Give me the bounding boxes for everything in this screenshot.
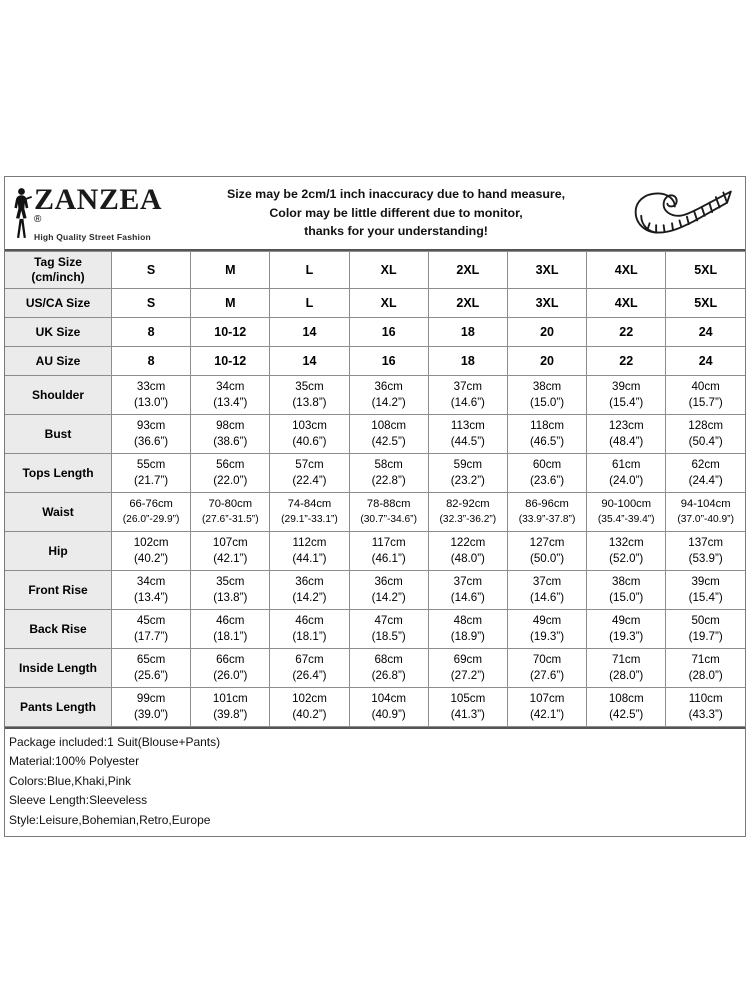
measurement-cm: 113cm bbox=[450, 418, 485, 432]
measurement-cell bbox=[507, 532, 586, 571]
measurement-cm: 78-88cm bbox=[366, 497, 411, 510]
row-label-inside-length: Inside Length bbox=[5, 649, 112, 688]
measurement-cell bbox=[666, 649, 745, 688]
measurement-cm: 105cm bbox=[450, 691, 486, 705]
size-cell: 18 bbox=[428, 318, 507, 347]
measurement-cm: 49cm bbox=[612, 613, 641, 627]
product-detail-line: Colors:Blue,Khaki,Pink bbox=[9, 773, 132, 788]
measurement-cell bbox=[349, 376, 428, 415]
measurement-inch: (25.6”) bbox=[134, 669, 169, 682]
measurement-inch: (28.0”) bbox=[609, 669, 644, 682]
measurement-cm: 59cm bbox=[453, 457, 483, 471]
measurement-cm: 103cm bbox=[292, 418, 327, 432]
measurement-cell bbox=[191, 649, 270, 688]
measurement-inch: (33.9”-37.8”) bbox=[518, 513, 576, 525]
measurement-cell bbox=[112, 571, 191, 610]
measurement-inch: (52.0”) bbox=[609, 552, 644, 565]
measurement-cell bbox=[112, 532, 191, 571]
measurement-cm: 48cm bbox=[453, 613, 483, 627]
table-row bbox=[5, 532, 745, 571]
measurement-inch: (27.6”-31.5”) bbox=[201, 513, 259, 525]
measurement-cm: 108cm bbox=[371, 418, 407, 432]
size-cell: S bbox=[112, 252, 191, 289]
product-details bbox=[5, 727, 745, 836]
row-label-back-rise: Back Rise bbox=[5, 610, 112, 649]
size-cell: L bbox=[270, 252, 349, 289]
measurement-cm: 71cm bbox=[612, 652, 641, 666]
measurement-cm: 37cm bbox=[532, 574, 562, 588]
registered-mark: ® bbox=[34, 213, 42, 225]
measurement-inch: (37.0”-40.9”) bbox=[677, 513, 734, 525]
measurement-cm: 34cm bbox=[136, 574, 166, 588]
measurement-cell bbox=[428, 688, 507, 727]
measurement-cell bbox=[270, 571, 349, 610]
measurement-cm: 101cm bbox=[212, 691, 248, 705]
measurement-inch: (30.7”-34.6”) bbox=[360, 513, 417, 525]
measurement-cell bbox=[666, 532, 745, 571]
measurement-inch: (32.3”-36.2”) bbox=[439, 513, 497, 525]
size-cell: 2XL bbox=[428, 289, 507, 318]
measurement-cell bbox=[270, 376, 349, 415]
measurement-inch: (35.4”-39.4”) bbox=[597, 513, 655, 525]
row-label-tag-size bbox=[5, 252, 112, 289]
measurement-cell bbox=[666, 493, 745, 532]
measurement-cm: 104cm bbox=[371, 691, 407, 705]
measurement-inch: (18.5”) bbox=[371, 630, 406, 643]
measurement-inch: (40.6”) bbox=[292, 435, 327, 448]
measurement-cm: 62cm bbox=[691, 457, 720, 471]
size-cell: 10-12 bbox=[191, 347, 270, 376]
row-label-pants-length: Pants Length bbox=[5, 688, 112, 727]
measurement-cell bbox=[349, 649, 428, 688]
measurement-cell bbox=[112, 415, 191, 454]
measurement-cm: 57cm bbox=[295, 457, 324, 471]
measurement-cell bbox=[507, 688, 586, 727]
size-cell: 2XL bbox=[428, 252, 507, 289]
measurement-cm: 102cm bbox=[133, 535, 169, 549]
measurement-cell bbox=[666, 376, 745, 415]
brand-logo bbox=[5, 182, 165, 242]
measurement-inch: (50.0”) bbox=[529, 552, 565, 565]
measurement-cm: 36cm bbox=[374, 574, 403, 588]
measurement-cell bbox=[587, 571, 666, 610]
row-label-uk-size: UK Size bbox=[5, 318, 112, 347]
measurement-cell bbox=[270, 649, 349, 688]
measurement-inch: (53.9”) bbox=[688, 552, 723, 565]
measurement-inch: (15.4”) bbox=[688, 591, 723, 604]
measurement-cell bbox=[666, 571, 745, 610]
measurement-inch: (18.9”) bbox=[450, 630, 485, 643]
size-cell: 4XL bbox=[587, 252, 666, 289]
measurement-inch: (44.5”) bbox=[450, 435, 485, 448]
measurement-inch: (13.8”) bbox=[213, 591, 248, 604]
measurement-cell bbox=[270, 610, 349, 649]
measurement-inch: (40.9”) bbox=[371, 708, 406, 721]
tape-measure-icon bbox=[627, 184, 745, 242]
measurement-cell bbox=[428, 571, 507, 610]
size-cell: 22 bbox=[587, 318, 666, 347]
size-chart-container bbox=[4, 176, 746, 837]
measurement-cm: 55cm bbox=[136, 457, 166, 471]
measurement-cm: 58cm bbox=[374, 457, 403, 471]
table-row bbox=[5, 347, 745, 376]
measurement-cell bbox=[587, 376, 666, 415]
size-cell: 8 bbox=[112, 347, 191, 376]
size-cell: 16 bbox=[349, 318, 428, 347]
measurement-inch: (27.6”) bbox=[529, 669, 565, 682]
measurement-cell bbox=[270, 454, 349, 493]
size-cell: 3XL bbox=[507, 252, 586, 289]
measurement-cell bbox=[666, 688, 745, 727]
measurement-cm: 118cm bbox=[530, 418, 564, 432]
chart-header-banner bbox=[5, 177, 745, 251]
size-cell: M bbox=[191, 289, 270, 318]
measurement-cell bbox=[349, 610, 428, 649]
measurement-cm: 90-100cm bbox=[601, 497, 652, 510]
measurement-cell bbox=[507, 571, 586, 610]
measurement-cm: 36cm bbox=[295, 574, 324, 588]
measurement-inch: (42.5”) bbox=[371, 435, 406, 448]
measurement-cell bbox=[112, 688, 191, 727]
measurement-cell bbox=[666, 454, 745, 493]
measurement-cell bbox=[349, 688, 428, 727]
measurement-cm: 38cm bbox=[532, 379, 562, 393]
measurement-inch: (27.2”) bbox=[450, 669, 485, 682]
brand-name: ZANZEA bbox=[34, 182, 163, 216]
measurement-notice bbox=[165, 185, 627, 242]
measurement-inch: (14.2”) bbox=[371, 591, 406, 604]
measurement-cm: 86-96cm bbox=[525, 497, 569, 510]
measurement-cm: 70-80cm bbox=[208, 497, 253, 510]
measurement-cm: 127cm bbox=[529, 535, 565, 549]
measurement-cm: 35cm bbox=[216, 574, 245, 588]
measurement-inch: (19.7”) bbox=[688, 630, 723, 643]
measurement-cell bbox=[587, 610, 666, 649]
measurement-cm: 99cm bbox=[136, 691, 166, 705]
measurement-inch: (39.0”) bbox=[134, 708, 169, 721]
measurement-cm: 68cm bbox=[374, 652, 403, 666]
size-cell: 8 bbox=[112, 318, 191, 347]
measurement-cm: 137cm bbox=[688, 535, 724, 549]
measurement-cm: 56cm bbox=[216, 457, 245, 471]
table-row bbox=[5, 376, 745, 415]
measurement-inch: (14.6”) bbox=[450, 396, 485, 409]
measurement-cm: 82-92cm bbox=[446, 497, 490, 510]
measurement-inch: (46.5”) bbox=[529, 435, 565, 448]
measurement-inch: (23.2”) bbox=[450, 474, 485, 487]
measurement-cm: 122cm bbox=[450, 535, 486, 549]
measurement-inch: (15.7”) bbox=[688, 396, 723, 409]
size-table-body bbox=[5, 252, 745, 727]
row-label-shoulder: Shoulder bbox=[5, 376, 112, 415]
measurement-cell bbox=[507, 454, 586, 493]
measurement-cm: 65cm bbox=[136, 652, 166, 666]
measurement-cm: 107cm bbox=[212, 535, 248, 549]
measurement-cell bbox=[587, 649, 666, 688]
row-label-front-rise: Front Rise bbox=[5, 571, 112, 610]
measurement-inch: (19.3”) bbox=[609, 630, 644, 643]
measurement-inch: (43.3”) bbox=[688, 708, 723, 721]
measurement-cell bbox=[349, 532, 428, 571]
measurement-inch: (13.4”) bbox=[213, 396, 248, 409]
size-cell: 20 bbox=[507, 347, 586, 376]
measurement-inch: (24.0”) bbox=[609, 474, 644, 487]
measurement-inch: (23.6”) bbox=[529, 474, 565, 487]
measurement-cell bbox=[270, 415, 349, 454]
measurement-inch: (46.1”) bbox=[371, 552, 406, 565]
measurement-cm: 132cm bbox=[608, 535, 644, 549]
measurement-cm: 74-84cm bbox=[287, 497, 332, 510]
measurement-cell bbox=[112, 610, 191, 649]
size-cell: 24 bbox=[666, 347, 745, 376]
measurement-cell bbox=[587, 493, 666, 532]
size-cell: 24 bbox=[666, 318, 745, 347]
measurement-cm: 46cm bbox=[216, 613, 245, 627]
table-row bbox=[5, 610, 745, 649]
table-row bbox=[5, 688, 745, 727]
measurement-inch: (22.0”) bbox=[213, 474, 248, 487]
row-label-line-2: (cm/inch) bbox=[31, 270, 85, 284]
measurement-inch: (44.1”) bbox=[292, 552, 327, 565]
measurement-cell bbox=[191, 376, 270, 415]
size-cell: S bbox=[112, 289, 191, 318]
size-cell: 16 bbox=[349, 347, 428, 376]
measurement-inch: (13.4”) bbox=[134, 591, 169, 604]
measurement-inch: (36.6”) bbox=[134, 435, 169, 448]
size-cell: 5XL bbox=[666, 252, 745, 289]
measurement-inch: (24.4”) bbox=[688, 474, 723, 487]
measurement-cell bbox=[507, 493, 586, 532]
table-row bbox=[5, 454, 745, 493]
measurement-inch: (19.3”) bbox=[529, 630, 565, 643]
measurement-inch: (18.1”) bbox=[292, 630, 327, 643]
measurement-cm: 110cm bbox=[688, 691, 723, 705]
measurement-cell bbox=[191, 532, 270, 571]
measurement-inch: (14.2”) bbox=[292, 591, 327, 604]
measurement-cm: 67cm bbox=[295, 652, 324, 666]
product-detail-line: Package included:1 Suit(Blouse+Pants) bbox=[9, 735, 221, 749]
measurement-cm: 70cm bbox=[532, 652, 562, 666]
measurement-cm: 33cm bbox=[136, 379, 166, 393]
measurement-inch: (29.1”-33.1”) bbox=[281, 513, 338, 525]
size-cell: 18 bbox=[428, 347, 507, 376]
measurement-cm: 38cm bbox=[612, 574, 641, 588]
row-label-tops-length: Tops Length bbox=[5, 454, 112, 493]
table-row bbox=[5, 649, 745, 688]
measurement-cell bbox=[112, 376, 191, 415]
measurement-cell bbox=[191, 415, 270, 454]
measurement-cell bbox=[428, 532, 507, 571]
product-detail-line: Sleeve Length:Sleeveless bbox=[9, 793, 148, 808]
measurement-cm: 61cm bbox=[612, 457, 641, 471]
measurement-inch: (48.4”) bbox=[609, 435, 644, 448]
measurement-cell bbox=[507, 376, 586, 415]
row-label-hip: Hip bbox=[5, 532, 112, 571]
measurement-cell bbox=[191, 688, 270, 727]
measurement-cell bbox=[428, 610, 507, 649]
measurement-cm: 49cm bbox=[532, 613, 562, 627]
measurement-cell bbox=[349, 415, 428, 454]
measurement-cell bbox=[112, 454, 191, 493]
measurement-inch: (15.0”) bbox=[609, 591, 644, 604]
measurement-cell bbox=[428, 376, 507, 415]
measurement-cm: 60cm bbox=[532, 457, 562, 471]
measurement-cm: 37cm bbox=[453, 379, 483, 393]
measurement-inch: (22.8”) bbox=[371, 474, 406, 487]
measurement-inch: (21.7”) bbox=[134, 474, 169, 487]
measurement-inch: (15.4”) bbox=[609, 396, 644, 409]
size-table bbox=[5, 251, 745, 727]
measurement-cell bbox=[428, 493, 507, 532]
measurement-cell bbox=[349, 493, 428, 532]
measurement-inch: (14.6”) bbox=[450, 591, 485, 604]
measurement-cm: 34cm bbox=[216, 379, 245, 393]
size-cell: 10-12 bbox=[191, 318, 270, 347]
measurement-cm: 45cm bbox=[136, 613, 166, 627]
measurement-cm: 94-104cm bbox=[680, 497, 731, 510]
measurement-inch: (26.4”) bbox=[292, 669, 327, 682]
measurement-inch: (40.2”) bbox=[292, 708, 327, 721]
measurement-cm: 39cm bbox=[612, 379, 641, 393]
row-label-au-size: AU Size bbox=[5, 347, 112, 376]
measurement-inch: (14.6”) bbox=[529, 591, 565, 604]
measurement-cm: 40cm bbox=[691, 379, 720, 393]
notice-line-2: Color may be little different due to monitor, bbox=[269, 205, 523, 220]
row-label-bust: Bust bbox=[5, 415, 112, 454]
brand-tagline: High Quality Street Fashion bbox=[34, 231, 151, 242]
measurement-inch: (18.1”) bbox=[213, 630, 248, 643]
measurement-cm: 128cm bbox=[688, 418, 724, 432]
measurement-cm: 37cm bbox=[453, 574, 483, 588]
measurement-cm: 66-76cm bbox=[129, 497, 173, 510]
measurement-cm: 69cm bbox=[453, 652, 483, 666]
measurement-cell bbox=[191, 610, 270, 649]
row-label-us-ca-size: US/CA Size bbox=[5, 289, 112, 318]
measurement-inch: (26.0”-29.9”) bbox=[122, 513, 180, 525]
measurement-inch: (13.8”) bbox=[292, 396, 327, 409]
measurement-cell bbox=[428, 415, 507, 454]
measurement-cell bbox=[587, 454, 666, 493]
measurement-cell bbox=[270, 493, 349, 532]
table-row bbox=[5, 318, 745, 347]
notice-line-3: thanks for your understanding! bbox=[304, 224, 488, 239]
measurement-inch: (17.7”) bbox=[134, 630, 169, 643]
measurement-cell bbox=[112, 493, 191, 532]
measurement-inch: (50.4”) bbox=[688, 435, 723, 448]
measurement-cell bbox=[666, 610, 745, 649]
measurement-cell bbox=[587, 415, 666, 454]
table-row bbox=[5, 252, 745, 289]
size-cell: XL bbox=[349, 252, 428, 289]
measurement-cell bbox=[587, 688, 666, 727]
size-cell: 14 bbox=[270, 347, 349, 376]
measurement-cell bbox=[428, 649, 507, 688]
size-cell: M bbox=[191, 252, 270, 289]
measurement-cm: 71cm bbox=[691, 652, 720, 666]
product-detail-line: Material:100% Polyester bbox=[9, 754, 140, 769]
table-row bbox=[5, 289, 745, 318]
measurement-inch: (40.2”) bbox=[134, 552, 169, 565]
measurement-cell bbox=[349, 454, 428, 493]
brand-wordmark bbox=[34, 182, 165, 242]
measurement-inch: (22.4”) bbox=[292, 474, 327, 487]
row-label-line-1: Tag Size bbox=[34, 255, 82, 270]
measurement-cell bbox=[112, 649, 191, 688]
measurement-inch: (13.0”) bbox=[134, 396, 169, 409]
measurement-inch: (48.0”) bbox=[450, 552, 485, 565]
measurement-cm: 107cm bbox=[529, 691, 565, 705]
measurement-cm: 46cm bbox=[295, 613, 324, 627]
measurement-cell bbox=[270, 688, 349, 727]
measurement-inch: (42.1”) bbox=[529, 708, 565, 721]
measurement-cell bbox=[191, 454, 270, 493]
measurement-cell bbox=[666, 415, 745, 454]
size-cell: 14 bbox=[270, 318, 349, 347]
size-cell: 20 bbox=[507, 318, 586, 347]
measurement-cm: 123cm bbox=[608, 418, 644, 432]
woman-silhouette-icon bbox=[11, 186, 33, 240]
measurement-cell bbox=[428, 454, 507, 493]
measurement-cell bbox=[191, 493, 270, 532]
measurement-inch: (26.8”) bbox=[371, 669, 406, 682]
measurement-cm: 102cm bbox=[292, 691, 327, 705]
measurement-cm: 39cm bbox=[691, 574, 720, 588]
measurement-cm: 98cm bbox=[216, 418, 245, 432]
measurement-cm: 66cm bbox=[216, 652, 245, 666]
measurement-inch: (42.1”) bbox=[213, 552, 248, 565]
row-label-waist: Waist bbox=[5, 493, 112, 532]
measurement-cell bbox=[349, 571, 428, 610]
size-cell: XL bbox=[349, 289, 428, 318]
measurement-inch: (38.6”) bbox=[213, 435, 248, 448]
measurement-cell bbox=[587, 532, 666, 571]
measurement-inch: (14.2”) bbox=[371, 396, 406, 409]
measurement-cm: 93cm bbox=[136, 418, 166, 432]
size-cell: 4XL bbox=[587, 289, 666, 318]
measurement-cm: 47cm bbox=[374, 613, 403, 627]
measurement-inch: (41.3”) bbox=[450, 708, 485, 721]
measurement-cell bbox=[270, 532, 349, 571]
table-row bbox=[5, 493, 745, 532]
size-cell: L bbox=[270, 289, 349, 318]
size-cell: 5XL bbox=[666, 289, 745, 318]
notice-line-1: Size may be 2cm/1 inch inaccuracy due to hand measure, bbox=[226, 186, 566, 201]
measurement-cell bbox=[191, 571, 270, 610]
measurement-inch: (28.0”) bbox=[688, 669, 723, 682]
product-detail-line: Style:Leisure,Bohemian,Retro,Europe bbox=[9, 812, 211, 827]
measurement-cell bbox=[507, 649, 586, 688]
measurement-inch: (15.0”) bbox=[529, 396, 565, 409]
size-cell: 3XL bbox=[507, 289, 586, 318]
size-cell: 22 bbox=[587, 347, 666, 376]
measurement-cm: 108cm bbox=[608, 691, 644, 705]
measurement-cm: 117cm bbox=[371, 535, 406, 549]
measurement-inch: (39.8”) bbox=[213, 708, 248, 721]
measurement-cm: 112cm bbox=[292, 535, 327, 549]
measurement-cell bbox=[507, 610, 586, 649]
measurement-inch: (26.0”) bbox=[213, 669, 248, 682]
measurement-cm: 35cm bbox=[295, 379, 324, 393]
measurement-inch: (42.5”) bbox=[609, 708, 644, 721]
measurement-cell bbox=[507, 415, 586, 454]
measurement-cm: 36cm bbox=[374, 379, 403, 393]
table-row bbox=[5, 415, 745, 454]
measurement-cm: 50cm bbox=[691, 613, 720, 627]
table-row bbox=[5, 571, 745, 610]
